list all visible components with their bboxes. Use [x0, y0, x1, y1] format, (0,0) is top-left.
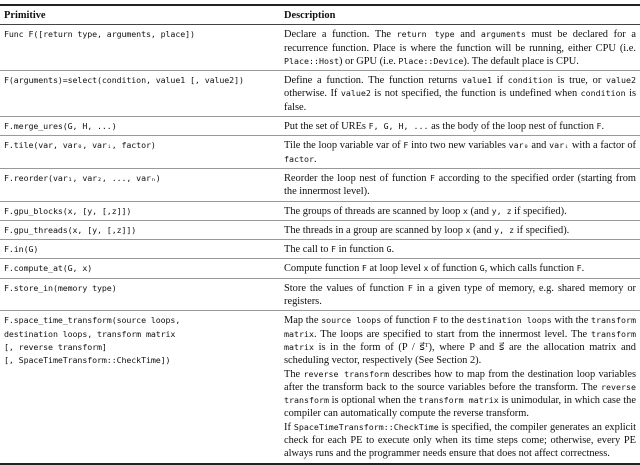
code-text: F: [576, 263, 582, 274]
text: according to the specified order (starting from the innermost level).: [284, 172, 636, 198]
code-text: G: [386, 244, 392, 255]
description-paragraph: [284, 224, 636, 237]
text: is false.: [284, 88, 637, 113]
primitive-cell: F.merge_ures(G, H, ...): [0, 117, 280, 136]
header-description: Description: [284, 10, 336, 21]
text: Compute function: [284, 263, 362, 275]
primitive-cell: F.reorder(var₁, var₂, ..., varₙ): [0, 168, 280, 201]
table-row: [0, 311, 640, 464]
code-text: F: [430, 172, 436, 183]
description-cell: [280, 136, 640, 169]
description-paragraph: [284, 172, 636, 199]
text: otherwise. If: [284, 88, 341, 100]
code-text: SpaceTimeTransform::CheckTime: [293, 421, 439, 432]
primitive-cell: F.gpu_blocks(x, [y, [,z]]): [0, 201, 280, 220]
table-row: [0, 201, 640, 220]
text: Store the values of function: [284, 282, 408, 294]
text: If: [284, 421, 294, 433]
table-row: [0, 71, 640, 117]
text: The: [284, 368, 304, 380]
description-cell: [280, 25, 640, 71]
text: is not specified, the function is undefined when: [370, 88, 581, 100]
description-cell: [280, 168, 640, 201]
code-text: transform matrix: [284, 328, 636, 352]
text: Declare a function. The: [284, 29, 397, 41]
description-paragraph: [284, 368, 636, 421]
primitive-cell: F.in(G): [0, 240, 280, 259]
description-cell: [280, 240, 640, 259]
code-text: F, G, H, ...: [368, 121, 429, 132]
header-row: [0, 5, 640, 25]
code-text: y, z: [494, 224, 515, 235]
text: (and: [467, 205, 492, 217]
primitive-cell: F.store_in(memory type): [0, 278, 280, 311]
code-text: condition: [580, 88, 626, 99]
header-primitive: Primitive: [4, 10, 46, 21]
description-paragraph: [284, 120, 636, 133]
code-text: value2: [340, 88, 371, 99]
code-text: transform matrix: [284, 315, 636, 339]
primitive-cell: F.compute_at(G, x): [0, 259, 280, 278]
code-text: value2: [606, 75, 637, 86]
text: ). The default place is CPU.: [463, 55, 579, 67]
code-text: F: [432, 315, 438, 326]
description-cell: [280, 259, 640, 278]
text: is optional when the: [328, 395, 419, 407]
code-text: F: [407, 282, 413, 293]
code-text: var₀: [508, 140, 529, 151]
code-text: F: [361, 263, 367, 274]
code-text: source loops: [321, 315, 382, 326]
text: if specified).: [511, 205, 567, 217]
text: if specified).: [514, 224, 570, 236]
text: The call to: [284, 244, 332, 256]
text: as the body of the loop nest of function: [428, 121, 597, 133]
text: Put the set of UREs: [284, 121, 369, 133]
code-text: reverse transform: [284, 381, 636, 406]
text: Define a function. The function returns: [284, 75, 462, 87]
code-text: x: [423, 263, 429, 274]
code-text: F: [596, 121, 602, 132]
code-text: condition: [507, 75, 553, 86]
text: to the: [437, 315, 467, 327]
description-cell: [280, 201, 640, 220]
text: in function: [336, 244, 387, 256]
code-text: transform matrix: [418, 395, 499, 406]
text: at loop level: [366, 263, 424, 275]
primitive-cell: F(arguments)=select(condition, value1 [, value2]): [0, 71, 280, 117]
description-cell: [280, 117, 640, 136]
description-cell: [280, 71, 640, 117]
text: must be declared for a recurrence function. Place is where the function will be running, either CPU (i.e.: [284, 29, 636, 54]
code-text: destination loops: [466, 315, 552, 326]
description-paragraph: [284, 243, 636, 256]
description-cell: [280, 278, 640, 311]
text: .: [391, 244, 395, 256]
text: and: [454, 29, 481, 41]
text: is in the form of (P / s⃗ᵀ), where P and s⃗ are the allocation matrix and scheduling vector, respectively (See Section 2).: [284, 341, 636, 367]
table-row: [0, 259, 640, 278]
text: The threads in a group are scanned by loop: [284, 224, 466, 236]
description-paragraph: [284, 205, 636, 218]
code-text: factor: [284, 153, 314, 164]
code-text: F: [403, 140, 409, 151]
text: describes how to map from the destination loop variables after the transform back to the source variables before the transform. The: [284, 368, 636, 393]
description-paragraph: [284, 74, 636, 114]
text: if: [491, 75, 508, 87]
text: Map the: [284, 315, 322, 327]
description-paragraph: [284, 262, 636, 275]
description-cell: [280, 220, 640, 239]
text: of function: [428, 263, 480, 275]
text: of function: [381, 315, 433, 327]
code-text: return type: [396, 29, 455, 40]
text: into two new variables: [408, 140, 509, 152]
text: and: [528, 140, 550, 152]
text: is true, or: [552, 75, 607, 87]
table-row: [0, 240, 640, 259]
primitive-cell: F.gpu_threads(x, [y, [,z]]): [0, 220, 280, 239]
table-row: [0, 220, 640, 239]
code-text: arguments: [480, 29, 526, 40]
text: in a given type of memory, e.g. shared memory or registers.: [284, 282, 636, 308]
text: The groups of threads are scanned by loop: [284, 205, 463, 217]
primitive-cell: Func F([return type, arguments, place]): [0, 25, 280, 71]
description-paragraph: [284, 28, 636, 68]
code-text: G: [479, 263, 485, 274]
table-row: [0, 168, 640, 201]
code-text: reverse transform: [303, 368, 390, 379]
text: is specified, the compiler generates an explicit check for each PE to execute only when its time steps come; otherwise, every PE always runs and the programmer needs ensure that does not affect correctness.: [284, 421, 636, 460]
text: , which calls function: [484, 263, 577, 275]
text: .: [581, 263, 585, 275]
primitive-cell: F.space_time_transform(source loops, destination loops, transform matrix [, reverse transform] [, SpaceTimeTransform::CheckTime]): [0, 311, 280, 464]
table-row: [0, 117, 640, 136]
text: Tile the loop variable var of: [284, 140, 404, 152]
text: .: [313, 153, 317, 165]
code-text: value1: [461, 75, 492, 86]
text: ) or GPU (i.e.: [338, 55, 399, 67]
code-text: varᵢ: [549, 140, 570, 151]
primitive-cell: F.tile(var, var₀, varᵢ, factor): [0, 136, 280, 169]
table-row: [0, 136, 640, 169]
text: is unimodular, in which case the compiler can automatically compute the reverse transform.: [284, 395, 636, 420]
code-text: x: [465, 224, 471, 235]
code-text: Place::Host: [284, 55, 339, 66]
description-paragraph: [284, 139, 636, 166]
primitives-table: [0, 4, 640, 465]
description-cell: [280, 311, 640, 464]
description-paragraph: [284, 421, 636, 461]
description-paragraph: [284, 282, 636, 309]
text: with a factor of: [569, 140, 636, 152]
code-text: y, z: [491, 205, 512, 216]
text: Reorder the loop nest of function: [284, 172, 431, 184]
code-text: F: [331, 244, 337, 255]
table-row: [0, 25, 640, 71]
code-text: Place::Device: [398, 55, 464, 66]
text: . The loops are specified to start from the innermost level. The: [313, 328, 592, 340]
table-row: [0, 278, 640, 311]
text: .: [601, 121, 605, 133]
code-text: x: [462, 205, 468, 216]
description-paragraph: [284, 314, 636, 367]
text: with the: [551, 315, 592, 327]
table-body: [0, 25, 640, 464]
text: (and: [470, 224, 495, 236]
